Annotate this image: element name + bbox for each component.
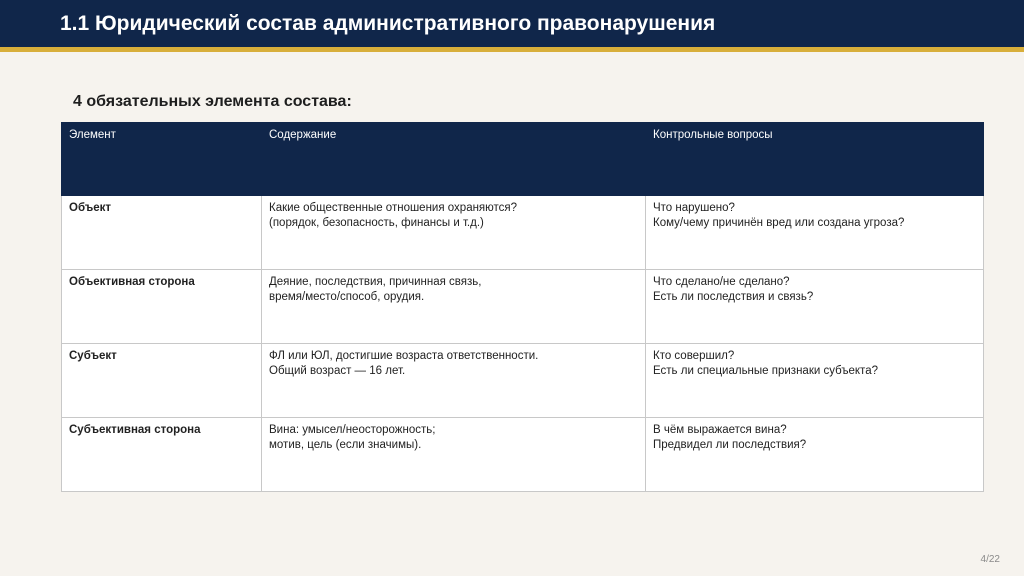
row-content [262,270,646,344]
row-questions [646,418,984,492]
header-content: Содержание [262,123,646,196]
question-line: Есть ли специальные признаки субъекта? [653,365,878,377]
table-row [62,418,984,492]
row-element: Субъективная сторона [62,418,262,492]
row-element: Объективная сторона [62,270,262,344]
question-line: Предвидел ли последствия? [653,439,807,451]
slide-title: 1.1 Юридический состав административного правонарушения [60,12,716,35]
content-line: мотив, цель (если значимы). [269,439,422,451]
row-content [262,418,646,492]
row-content [262,196,646,270]
content-line: Общий возраст — 16 лет. [269,365,406,377]
header-element: Элемент [62,123,262,196]
question-line: Кто совершил? [653,350,735,362]
row-questions [646,270,984,344]
row-element: Субъект [62,344,262,418]
content-line: время/место/способ, орудия. [269,291,425,303]
table-header-row [62,123,984,196]
question-line: Кому/чему причинён вред или создана угроза? [653,217,905,229]
content-line: (порядок, безопасность, финансы и т.д.) [269,217,484,229]
row-content [262,344,646,418]
header-questions: Контрольные вопросы [646,123,984,196]
content-line: Деяние, последствия, причинная связь, [269,276,482,288]
question-line: Что нарушено? [653,202,735,214]
table-row [62,344,984,418]
title-bar [0,0,1024,52]
content-line: ФЛ или ЮЛ, достигшие возраста ответственности. [269,350,539,362]
content-line: Вина: умысел/неосторожность; [269,424,436,436]
table-row [62,270,984,344]
slide-subtitle: 4 обязательных элемента состава: [73,93,352,110]
content-line: Какие общественные отношения охраняются? [269,202,518,214]
elements-table [61,122,984,492]
question-line: Что сделано/не сделано? [653,276,790,288]
question-line: Есть ли последствия и связь? [653,291,814,303]
row-questions [646,196,984,270]
page-number: 4/22 [980,554,1000,565]
row-questions [646,344,984,418]
question-line: В чём выражается вина? [653,424,787,436]
table-row [62,196,984,270]
row-element: Объект [62,196,262,270]
